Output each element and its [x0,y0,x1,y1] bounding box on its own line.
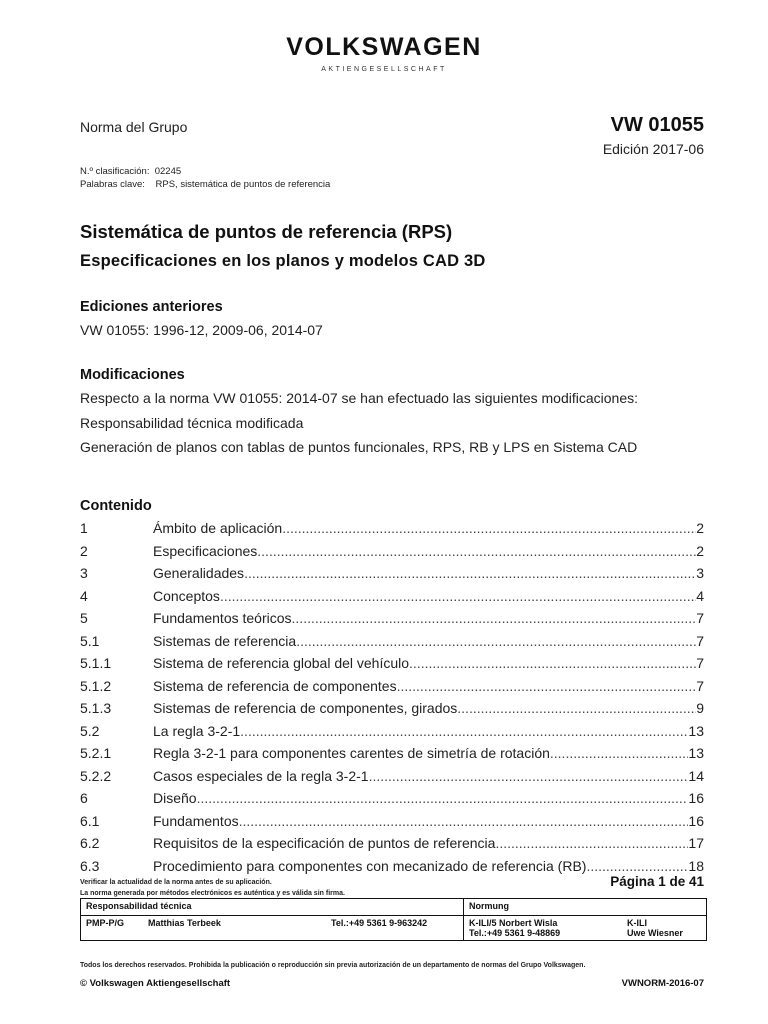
toc-row[interactable] [80,678,704,701]
toc-row[interactable] [80,610,704,633]
toc-number: 5 [80,610,88,626]
toc-page: 7 [696,610,704,626]
toc-title: Generalidades [153,565,245,581]
toc-leader [296,633,696,649]
toc-leader [292,610,697,626]
responsibility-cell [81,916,464,941]
toc-leader [240,723,688,739]
toc-number: 5.2.2 [80,767,112,784]
toc-number: 2 [80,542,88,559]
modification-line: Respecto a la norma VW 01055: 2014-07 se han efectuado las siguientes modificaciones: [80,390,639,406]
keywords: Palabras clave: RPS, sistemática de puntos de referencia [80,179,331,190]
toc-page: 13 [688,745,704,761]
toc-page: 2 [696,542,704,559]
toc-page: 16 [688,790,704,806]
toc-page: 9 [696,700,704,716]
toc-leader [457,700,696,716]
toc-leader [197,790,689,806]
toc-row[interactable] [80,588,704,611]
toc-page: 2 [696,520,704,536]
document-title: Sistemática de puntos de referencia (RPS) [80,221,453,242]
toc-number: 6.1 [80,812,100,829]
toc-title: Conceptos [153,587,220,604]
toc-number: 5.1.2 [80,677,112,694]
responsibility-table [80,898,707,941]
table-of-contents [80,520,704,880]
copyright: © Volkswagen Aktiengesellschaft [80,978,231,989]
toc-page: 17 [688,835,704,851]
toc-title: Casos especiales de la regla 3-2-1 [153,767,369,784]
toc-leader [369,768,689,784]
validity-note: Verificar la actualidad de la norma antes de su aplicación. [80,879,272,886]
normung-person: Uwe Wiesner [627,928,683,938]
toc-number: 5.2.1 [80,745,112,761]
normung-phone: Tel.:+49 5361 9-48869 [469,928,561,938]
toc-title: Sistema de referencia global del vehículo [153,655,410,671]
toc-leader [409,655,696,671]
responsibility-heading: Responsabilidad técnica [81,899,464,916]
toc-page: 18 [688,857,704,874]
normung-cell [464,916,707,941]
normung-dept: K-ILI [627,918,647,928]
toc-page: 3 [696,565,704,581]
toc-title: Sistema de referencia de componentes [153,677,397,694]
toc-title: Fundamentos [153,812,239,829]
toc-leader [397,678,697,694]
toc-leader [220,588,696,604]
toc-title: Requisitos de la especificación de puntos de referencia [153,835,496,851]
toc-leader [257,543,696,559]
toc-row[interactable] [80,790,704,813]
normung-heading: Normung [464,899,707,916]
toc-title: Sistemas de referencia de componentes, girados [153,700,458,716]
toc-title: Especificaciones [153,542,258,559]
responsible-dept: PMP-P/G [86,918,125,928]
toc-heading: Contenido [80,498,152,514]
toc-row[interactable] [80,633,704,656]
toc-leader [550,745,689,761]
toc-number: 5.1 [80,632,100,649]
modifications-heading: Modificaciones [80,367,185,383]
toc-page: 7 [696,632,704,649]
toc-row[interactable] [80,565,704,588]
page-indicator: Página 1 de 41 [610,874,704,889]
modification-line: Responsabilidad técnica modificada [80,415,304,431]
toc-row[interactable] [80,543,704,566]
toc-number: 6.3 [80,857,100,874]
toc-page: 13 [688,722,704,739]
toc-title: Procedimiento para componentes con mecanizado de referencia (RB) [153,857,587,874]
toc-leader [244,565,696,581]
toc-title: La regla 3-2-1 [153,722,241,739]
toc-leader [282,520,696,536]
standard-label: Norma del Grupo [80,119,188,135]
toc-leader [239,813,689,829]
toc-row[interactable] [80,655,704,678]
toc-row[interactable] [80,835,704,858]
toc-title: Sistemas de referencia [153,632,297,649]
electronic-note: La norma generada por métodos electrónicos es auténtica y es válida sin firma. [80,890,345,897]
brand-logo: VOLKSWAGEN [286,33,482,61]
document-subtitle: Especificaciones en los planos y modelos CAD 3D [80,252,486,270]
toc-row[interactable] [80,700,704,723]
toc-row[interactable] [80,520,704,543]
toc-row[interactable] [80,723,704,746]
toc-leader [495,835,688,851]
toc-number: 1 [80,520,88,536]
toc-page: 14 [688,767,704,784]
brand-subtitle: AKTIENGESELLSCHAFT [321,66,447,73]
toc-number: 6 [80,790,88,806]
toc-title: Fundamentos teóricos [153,610,292,626]
toc-title: Diseño [153,790,197,806]
toc-row[interactable] [80,813,704,836]
responsible-person: Matthias Terbeek [148,918,221,928]
toc-page: 16 [688,812,704,829]
toc-page: 7 [696,655,704,671]
toc-number: 4 [80,587,88,604]
form-code: VWNORM-2016-07 [621,978,704,989]
toc-number: 3 [80,565,88,581]
edition-date: Edición 2017-06 [602,141,704,157]
toc-page: 4 [696,587,704,604]
standard-number: VW 01055 [610,114,704,136]
toc-number: 5.1.1 [80,655,112,671]
previous-editions-heading: Ediciones anteriores [80,299,223,315]
toc-title: Regla 3-2-1 para componentes carentes de simetría de rotación [153,745,550,761]
rights-notice: Todos los derechos reservados. Prohibida la publicación o reproducción sin previa autorización de un departamento de normas del Grupo Volkswagen. [80,962,586,969]
classification: N.º clasificación: 02245 [80,166,182,177]
responsible-phone: Tel.:+49 5361 9-963242 [331,918,428,928]
toc-row[interactable] [80,768,704,791]
normung-contact: K-ILI/5 Norbert Wisla [469,918,558,928]
toc-title: Ámbito de aplicación [153,520,283,536]
toc-number: 5.1.3 [80,700,112,716]
toc-number: 5.2 [80,722,100,739]
toc-page: 7 [696,677,704,694]
toc-number: 6.2 [80,835,100,851]
previous-editions-text: VW 01055: 1996-12, 2009-06, 2014-07 [80,322,323,338]
modification-line: Generación de planos con tablas de puntos funcionales, RPS, RB y LPS en Sistema CAD [80,439,638,455]
toc-leader [586,858,688,874]
toc-row[interactable] [80,745,704,768]
